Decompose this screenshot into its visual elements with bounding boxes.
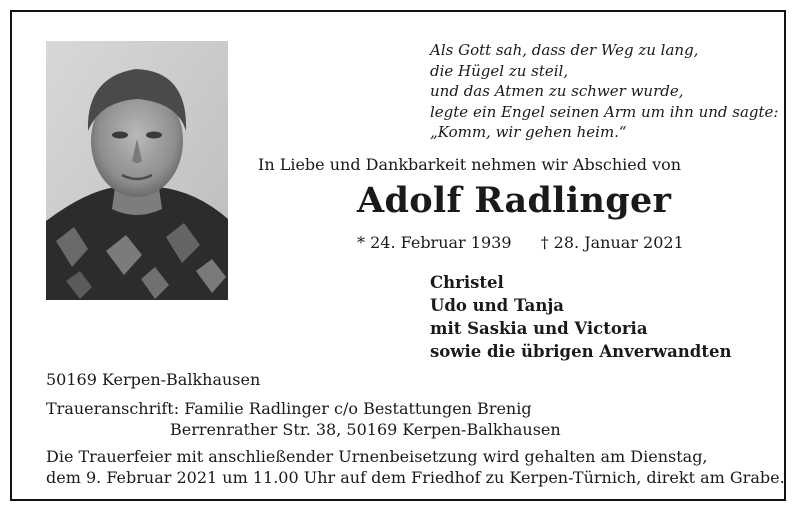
address-line-2: Berrenrather Str. 38, 50169 Kerpen-Balkhausen xyxy=(170,420,561,439)
life-dates xyxy=(357,233,684,252)
mourning-address xyxy=(46,398,561,440)
family-member: sowie die übrigen Anverwandten xyxy=(430,342,732,361)
poem-line: „Komm, wir gehen heim.“ xyxy=(430,123,627,141)
poem-line: und das Atmen zu schwer wurde, xyxy=(430,82,684,100)
family-member: Christel xyxy=(430,273,504,292)
poem-line: die Hügel zu steil, xyxy=(430,61,569,80)
ceremony-line-1: Die Trauerfeier mit anschließender Urnenbeisetzung wird gehalten am Dienstag, xyxy=(46,447,708,466)
family-member: mit Saskia und Victoria xyxy=(430,319,648,338)
family-list xyxy=(430,271,731,363)
ceremony-line-2: dem 9. Februar 2021 um 11.00 Uhr auf dem Friedhof zu Kerpen-Türnich, direkt am Grabe. xyxy=(46,468,785,487)
intro-text: In Liebe und Dankbarkeit nehmen wir Abschied von xyxy=(258,155,682,174)
place-line: 50169 Kerpen-Balkhausen xyxy=(46,370,261,389)
poem xyxy=(430,40,778,143)
poem-line: legte ein Engel seinen Arm um ihn und sagte: xyxy=(430,102,779,121)
poem-line: Als Gott sah, dass der Weg zu lang, xyxy=(430,41,699,59)
ceremony-info xyxy=(46,446,785,488)
birth-date: * 24. Februar 1939 xyxy=(357,233,512,252)
deceased-name: Adolf Radlinger xyxy=(357,180,672,221)
family-member: Udo und Tanja xyxy=(430,296,564,315)
address-line-1: Traueranschrift: Familie Radlinger c/o Bestattungen Brenig xyxy=(46,399,532,418)
death-date: † 28. Januar 2021 xyxy=(540,233,684,252)
portrait-photo xyxy=(46,41,228,300)
